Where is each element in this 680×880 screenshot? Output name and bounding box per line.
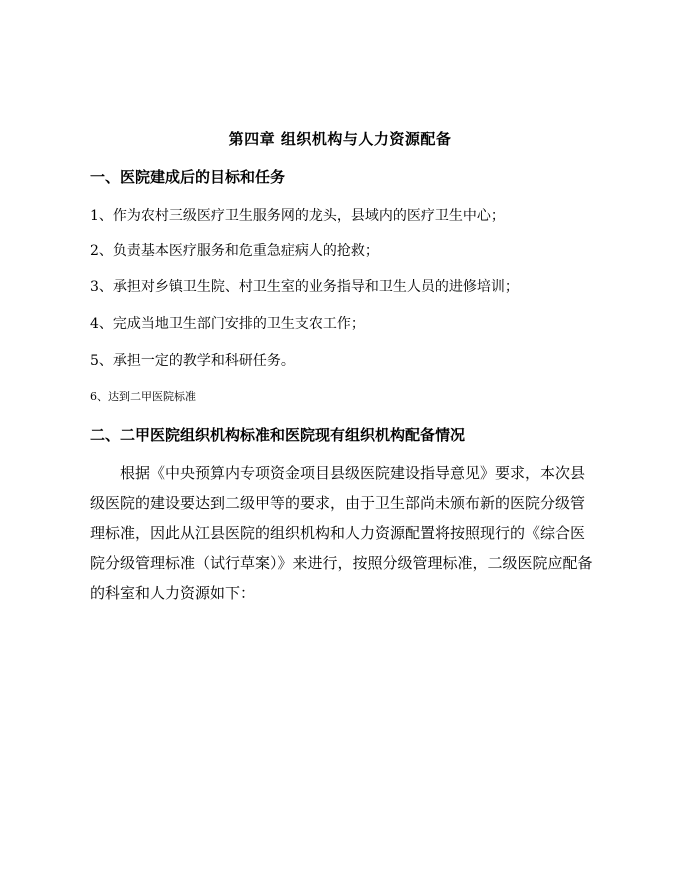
paragraph-line-3: 理标准，因此从江县医院的组织机构和人力资源配置将按照现行的《综合医 <box>90 524 586 542</box>
paragraph-line-5: 的科室和人力资源如下： <box>90 584 256 602</box>
body-paragraph <box>90 458 610 608</box>
list-item-6: 6、达到二甲医院标准 <box>90 390 196 403</box>
paragraph-line-1: 根据《中央预算内专项资金项目县级医院建设指导意见》要求，本次县 <box>120 464 586 482</box>
list-item-2: 2、负责基本医疗服务和危重急症病人的抢救； <box>90 243 379 259</box>
list-item-5: 5、承担一定的教学和科研任务。 <box>90 353 295 369</box>
chapter-title: 第四章 组织机构与人力资源配备 <box>228 130 452 148</box>
section-heading-2: 二、二甲医院组织机构标准和医院现有组织机构配备情况 <box>90 426 466 444</box>
list-item-4: 4、完成当地卫生部门安排的卫生支农工作； <box>90 316 365 332</box>
list-item-1: 1、作为农村三级医疗卫生服务网的龙头，县域内的医疗卫生中心； <box>90 208 505 224</box>
section-heading-1: 一、医院建成后的目标和任务 <box>90 168 286 186</box>
paragraph-line-2: 级医院的建设要达到二级甲等的要求，由于卫生部尚未颁布新的医院分级管 <box>90 494 586 512</box>
paragraph-line-4: 院分级管理标准（试行草案）》来进行，按照分级管理标准，二级医院应配备 <box>90 554 593 572</box>
list-item-3: 3、承担对乡镇卫生院、村卫生室的业务指导和卫生人员的进修培训； <box>90 279 519 295</box>
